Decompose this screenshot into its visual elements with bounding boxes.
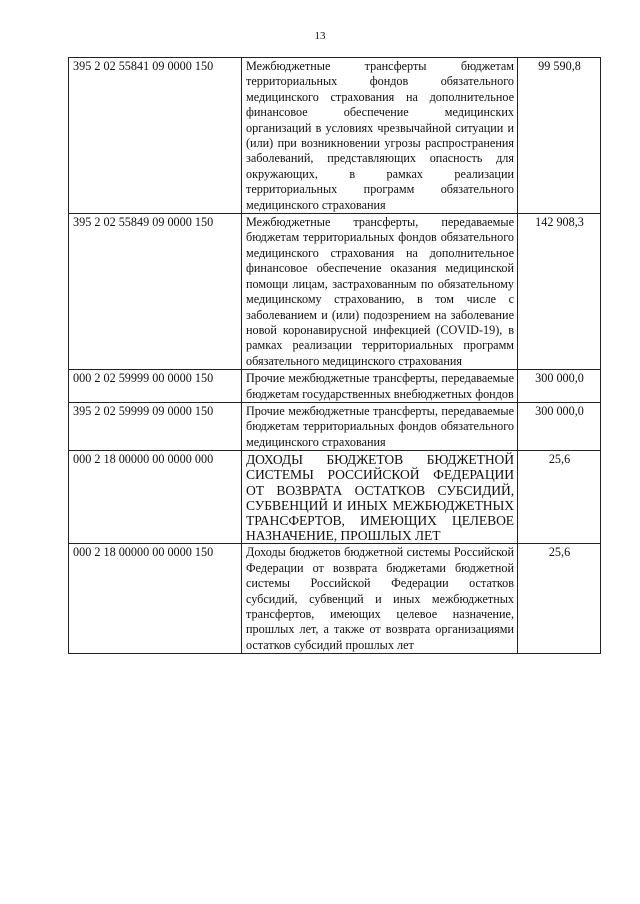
table-row xyxy=(69,58,601,214)
description-cell: ДОХОДЫ БЮДЖЕТОВ БЮДЖЕТНОЙ СИСТЕМЫ РОССИЙСКОЙ ФЕДЕРАЦИИ ОТ ВОЗВРАТА ОСТАТКОВ СУБСИДИЙ, СУБВЕНЦИЙ И ИНЫХ МЕЖБЮДЖЕТНЫХ ТРАНСФЕРТОВ, ИМЕЮЩИХ ЦЕЛЕВОЕ НАЗНАЧЕНИЕ, ПРОШЛЫХ ЛЕТ xyxy=(242,451,518,544)
table-row xyxy=(69,402,601,450)
description-cell: Межбюджетные трансферты, передаваемые бюджетам территориальных фондов обязательного медицинского страхования на дополнительное финансовое обеспечение оказания медицинской помощи лицам, застрахованным по обязательному медицинскому страхованию, в том числе с заболеванием и (или) подозрением на заболевание новой коронавирусной инфекцией (COVID-19), в рамках реализации территориальных программ обязательного медицинского страхования xyxy=(242,214,518,370)
budget-code-cell: 395 2 02 55849 09 0000 150 xyxy=(69,214,242,370)
description-cell: Прочие межбюджетные трансферты, передаваемые бюджетам территориальных фондов обязательного медицинского страхования xyxy=(242,402,518,450)
table-row xyxy=(69,451,601,544)
amount-cell: 99 590,8 xyxy=(518,58,601,214)
amount-cell: 142 908,3 xyxy=(518,214,601,370)
amount-cell: 25,6 xyxy=(518,451,601,544)
page-number: 13 xyxy=(314,30,326,42)
amount-cell: 300 000,0 xyxy=(518,402,601,450)
table-row xyxy=(69,544,601,654)
budget-revenue-table xyxy=(68,57,601,654)
description-cell: Доходы бюджетов бюджетной системы Российской Федерации от возврата бюджетами бюджетной системы Российской Федерации остатков субсидий, субвенций и иных межбюджетных трансфертов, имеющих целевое назначение, прошлых лет, а также от возврата организациями остатков субсидий прошлых лет xyxy=(242,544,518,654)
amount-cell: 25,6 xyxy=(518,544,601,654)
table-row xyxy=(69,214,601,370)
description-cell: Прочие межбюджетные трансферты, передаваемые бюджетам государственных внебюджетных фондов xyxy=(242,370,518,403)
description-cell: Межбюджетные трансферты бюджетам территориальных фондов обязательного медицинского страхования на дополнительное финансовое обеспечение медицинских организаций в условиях чрезвычайной ситуации и (или) при возникновении угрозы распространения заболеваний, представляющих опасность для окружающих, в рамках реализации территориальных программ обязательного медицинского страхования xyxy=(242,58,518,214)
budget-code-cell: 000 2 18 00000 00 0000 000 xyxy=(69,451,242,544)
budget-code-cell: 000 2 02 59999 00 0000 150 xyxy=(69,370,242,403)
budget-code-cell: 000 2 18 00000 00 0000 150 xyxy=(69,544,242,654)
table-row xyxy=(69,370,601,403)
budget-code-cell: 395 2 02 59999 09 0000 150 xyxy=(69,402,242,450)
amount-cell: 300 000,0 xyxy=(518,370,601,403)
budget-code-cell: 395 2 02 55841 09 0000 150 xyxy=(69,58,242,214)
